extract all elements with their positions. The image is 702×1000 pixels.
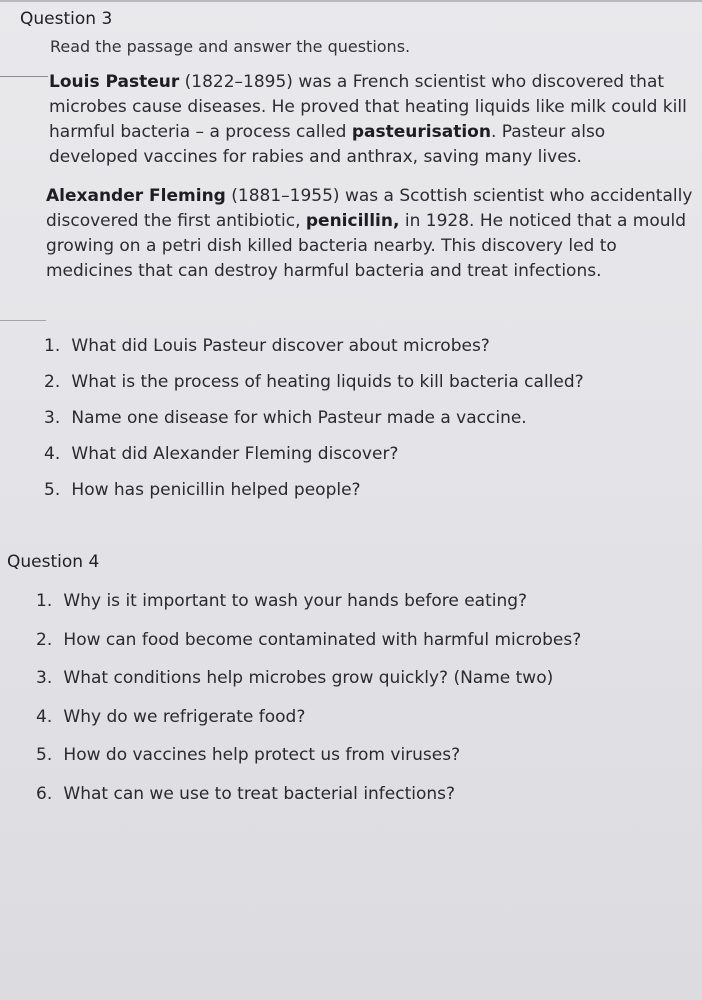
- question-item: [36, 666, 581, 705]
- pasteur-name: Louis Pasteur: [49, 72, 180, 92]
- question-number: 5.: [44, 480, 61, 500]
- question-item: [44, 406, 584, 442]
- question-number: 4.: [36, 706, 53, 727]
- penicillin-term: penicillin,: [305, 211, 400, 231]
- question-number: 1.: [44, 336, 61, 356]
- question-text: Why do we refrigerate food?: [63, 706, 306, 727]
- question-text: Why is it important to wash your hands before eating?: [63, 591, 528, 611]
- question-text: What did Louis Pasteur discover about microbes?: [71, 336, 490, 356]
- question-number: 1.: [36, 591, 53, 611]
- question-item: [36, 743, 581, 782]
- fleming-name: Alexander Fleming: [46, 186, 226, 206]
- question-item: [36, 705, 581, 744]
- pasteur-text-part2: . Pasteur also developed vaccines for rabies and anthrax, saving many lives.: [49, 122, 606, 167]
- passage-pasteur: [49, 70, 689, 170]
- page-top-edge: [0, 0, 702, 2]
- fleming-text-part1: (1881–1955) was a Scottish scientist who accidentally discovered the first antibiotic,: [46, 186, 693, 231]
- question-number: 4.: [44, 444, 61, 464]
- pasteurisation-term: pasteurisation: [351, 122, 491, 142]
- question-item: [44, 442, 584, 478]
- question-number: 5.: [36, 745, 53, 765]
- question-text: What conditions help microbes grow quickly? (Name two): [63, 668, 554, 688]
- question-number: 6.: [36, 783, 53, 804]
- question-number: 2.: [44, 372, 61, 392]
- page-rule-line: [0, 320, 46, 321]
- question-number: 3.: [36, 668, 53, 688]
- passage-fleming: [46, 184, 698, 284]
- question-4-heading: Question 4: [7, 552, 100, 572]
- question-4-list: [36, 589, 581, 820]
- question-text: What is the process of heating liquids to kill bacteria called?: [71, 372, 584, 392]
- question-number: 3.: [44, 408, 61, 428]
- question-item: [36, 589, 581, 628]
- question-3-heading: Question 3: [20, 9, 113, 29]
- question-text: How do vaccines help protect us from viruses?: [63, 745, 461, 765]
- question-item: [36, 782, 581, 821]
- question-text: What can we use to treat bacterial infections?: [63, 783, 456, 804]
- fleming-text-part2: in 1928. He noticed that a mould growing on a petri dish killed bacteria nearby. This discovery led to medicines that can destroy harmful bacteria and treat infections.: [46, 211, 687, 281]
- question-text: How can food become contaminated with harmful microbes?: [63, 629, 582, 650]
- pasteur-text-part1: (1822–1895) was a French scientist who discovered that microbes cause diseases. He proved that heating liquids like milk could kill harmful bacteria – a process called: [49, 72, 687, 142]
- question-item: [36, 628, 581, 667]
- question-item: [44, 370, 584, 406]
- question-item: [44, 334, 584, 370]
- question-3-list: [44, 334, 584, 514]
- question-text: What did Alexander Fleming discover?: [71, 444, 399, 464]
- question-3-instruction: Read the passage and answer the questions.: [50, 37, 411, 56]
- page-rule-line: [0, 76, 48, 77]
- question-text: How has penicillin helped people?: [71, 480, 361, 500]
- question-text: Name one disease for which Pasteur made a vaccine.: [71, 408, 527, 428]
- question-item: [44, 478, 584, 514]
- question-number: 2.: [36, 629, 53, 650]
